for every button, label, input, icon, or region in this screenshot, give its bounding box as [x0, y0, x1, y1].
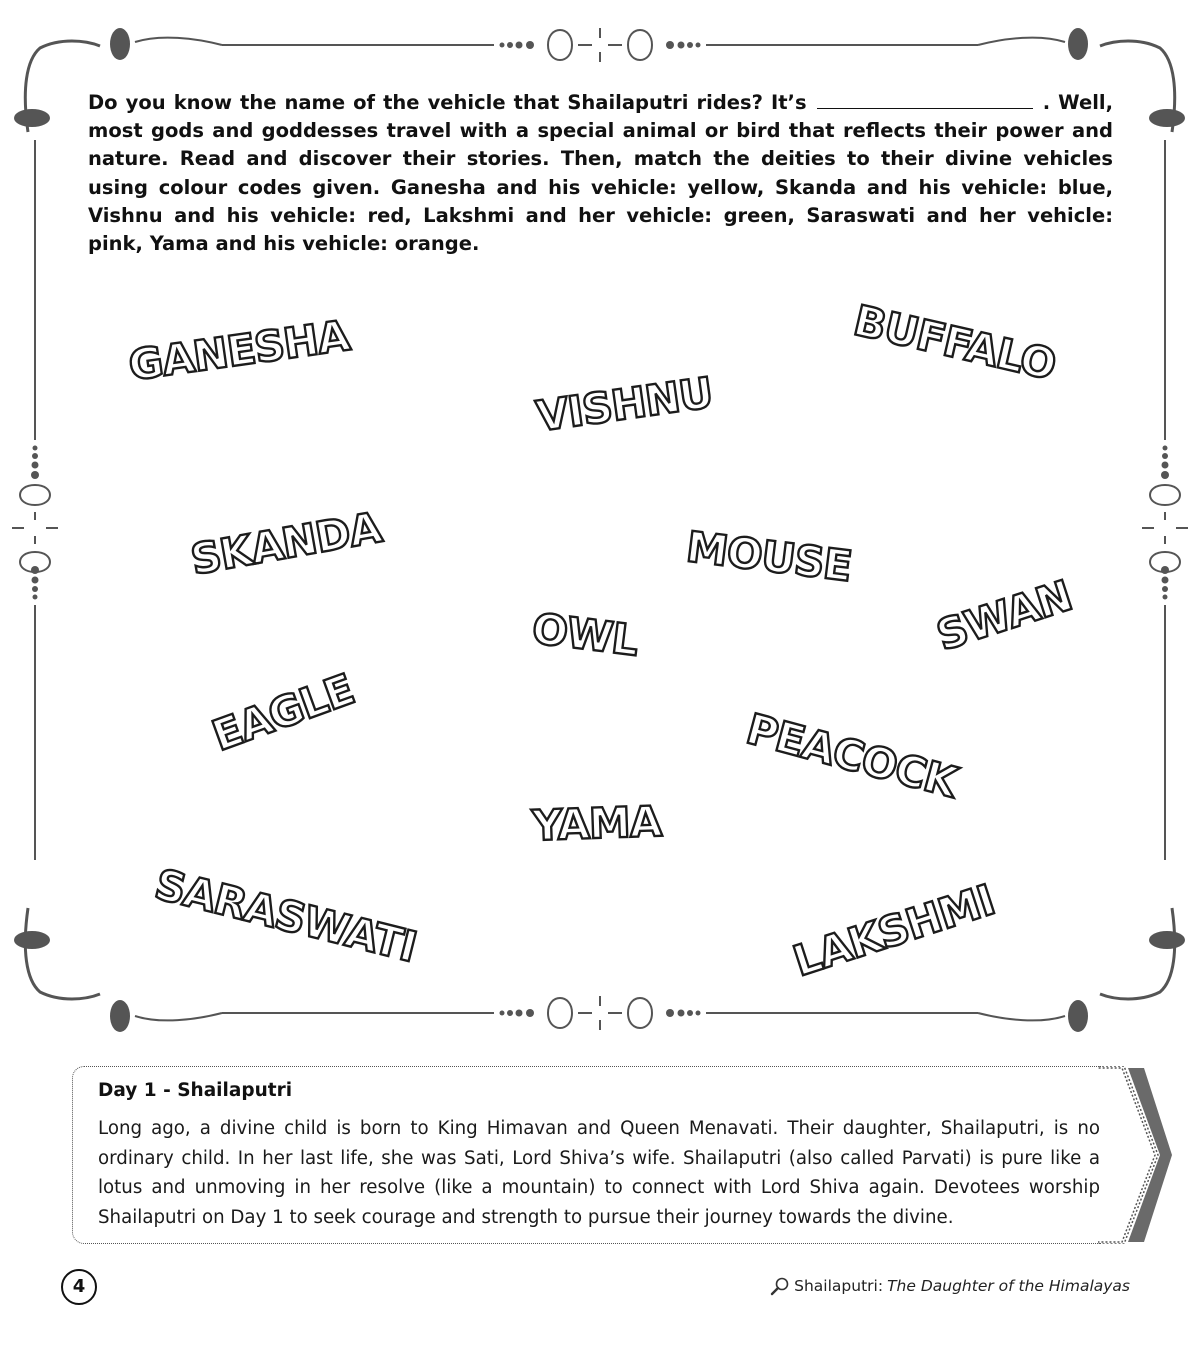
word-yama[interactable]: YAMA [531, 796, 663, 851]
word-mouse[interactable]: MOUSE [683, 522, 854, 591]
word-vishnu[interactable]: VISHNU [533, 367, 716, 442]
story-title: Day 1 - Shailaputri [98, 1080, 293, 1101]
word-eagle[interactable]: EAGLE [205, 664, 360, 761]
story-text: Long ago, a divine child is born to King Himavan and Queen Menavati. Their daughter, Shailaputri, is no ordinary child. In her last life, she was Sati, Lord Shiva’s wife. Shailaputri (also called Parvati) is pure like a lotus and unmoving in her resolve (like a mountain) to connect with Lord Shiva again. Devotees worship Shailaputri on Day 1 to seek courage and strength to pursue their journey towards the divine. [98, 1118, 1100, 1228]
word-owl[interactable]: OWL [529, 603, 641, 666]
word-swan[interactable]: SWAN [930, 570, 1078, 661]
footer-book-name: Shailaputri: [794, 1277, 884, 1295]
word-buffalo[interactable]: BUFFALO [849, 295, 1061, 390]
instructions-rest: . Well, most gods and goddesses travel with a special animal or bird that reflects their power and nature. Read and discover their stories. Then, match the deities to their divine vehicles using colour codes given. Ganesha and his vehicle: yellow, Skanda and his vehicle: blue, Vishnu and his vehicle: red, Lakshmi and her vehicle: green, Saraswati and her vehicle: pink, Yama and his vehicle: orange. [88, 91, 1113, 256]
word-lakshmi[interactable]: LAKSHMI [787, 875, 1000, 986]
word-skanda[interactable]: SKANDA [187, 502, 385, 585]
footer-book-title [770, 1276, 1130, 1296]
story-box [72, 1066, 1102, 1244]
activity-instructions [88, 88, 1113, 258]
arrow-chevron-icon [1098, 1066, 1174, 1244]
page-number: 4 [61, 1269, 97, 1305]
word-peacock[interactable]: PEACOCK [741, 704, 962, 807]
word-saraswati[interactable]: SARASWATI [150, 859, 421, 972]
instructions-start: Do you know the name of the vehicle that Shailaputri rides? It’s [88, 91, 807, 114]
magnifier-icon [770, 1276, 790, 1296]
footer-book-subtitle: The Daughter of the Himalayas [887, 1277, 1130, 1295]
word-ganesha[interactable]: GANESHA [125, 310, 352, 391]
answer-blank[interactable] [817, 88, 1033, 109]
